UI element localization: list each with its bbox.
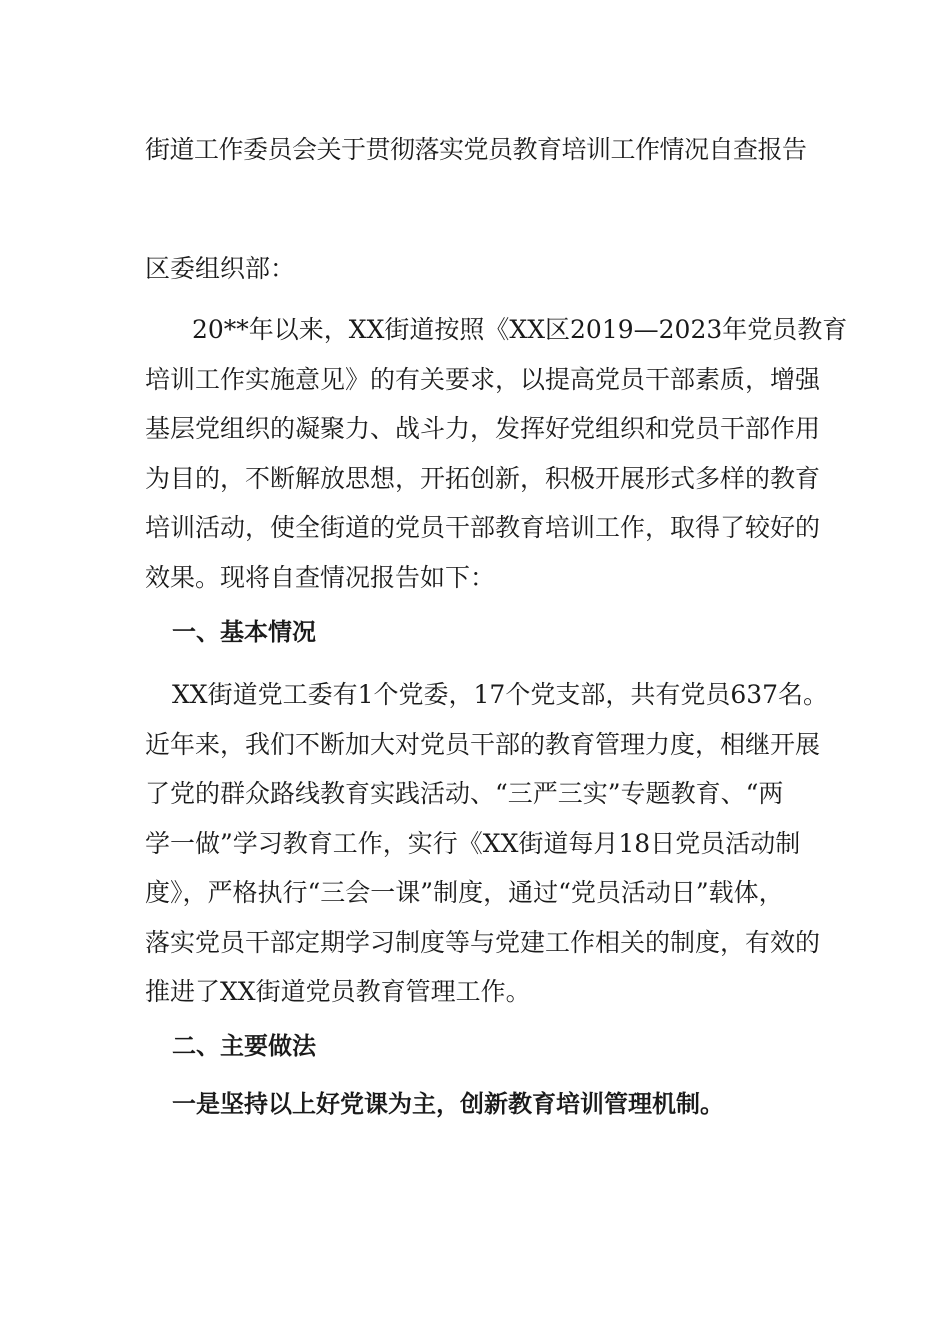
paragraph-line: 培训活动，使全街道的党员干部教育培训工作，取得了较好的 <box>145 513 821 542</box>
paragraph-line: 近年来，我们不断加大对党员干部的教育管理力度，相继开展 <box>145 729 821 759</box>
section-heading-basic: 一、基本情况 <box>172 618 316 646</box>
paragraph-line: 落实党员干部定期学习制度等与党建工作相关的制度，有效的 <box>145 927 821 957</box>
intro-paragraph <box>145 305 848 602</box>
basic-situation-paragraph <box>145 670 829 1017</box>
section-heading-methods: 二、主要做法 <box>172 1032 316 1060</box>
paragraph-line: 基层党组织的凝聚力、战斗力，发挥好党组织和党员干部作用 <box>145 414 821 443</box>
subsection-heading: 一是坚持以上好党课为主，创新教育培训管理机制。 <box>172 1090 724 1118</box>
paragraph-line: 了党的群众路线教育实践活动、“三严三实”专题教育、“两 <box>145 779 784 808</box>
paragraph-line: 推进了XX街道党员教育管理工作。 <box>145 977 531 1006</box>
paragraph-line: 20**年以来，XX街道按照《XX区2019—2023年党员教育 <box>192 315 848 344</box>
salutation: 区委组织部： <box>145 254 296 283</box>
paragraph-line: 为目的，不断解放思想，开拓创新，积极开展形式多样的教育 <box>145 463 821 493</box>
paragraph-line: 培训工作实施意见》的有关要求，以提高党员干部素质，增强 <box>145 364 821 394</box>
paragraph-line: 效果。现将自查情况报告如下： <box>145 562 496 592</box>
paragraph-line: 度》，严格执行“三会一课”制度，通过“党员活动日”载体， <box>145 878 784 907</box>
paragraph-line: XX街道党工委有1个党委，17个党支部，共有党员637名。 <box>172 680 829 709</box>
paragraph-line: 学一做”学习教育工作，实行《XX街道每月18日党员活动制 <box>145 828 801 858</box>
document-title: 街道工作委员会关于贯彻落实党员教育培训工作情况自查报告 <box>145 135 807 164</box>
